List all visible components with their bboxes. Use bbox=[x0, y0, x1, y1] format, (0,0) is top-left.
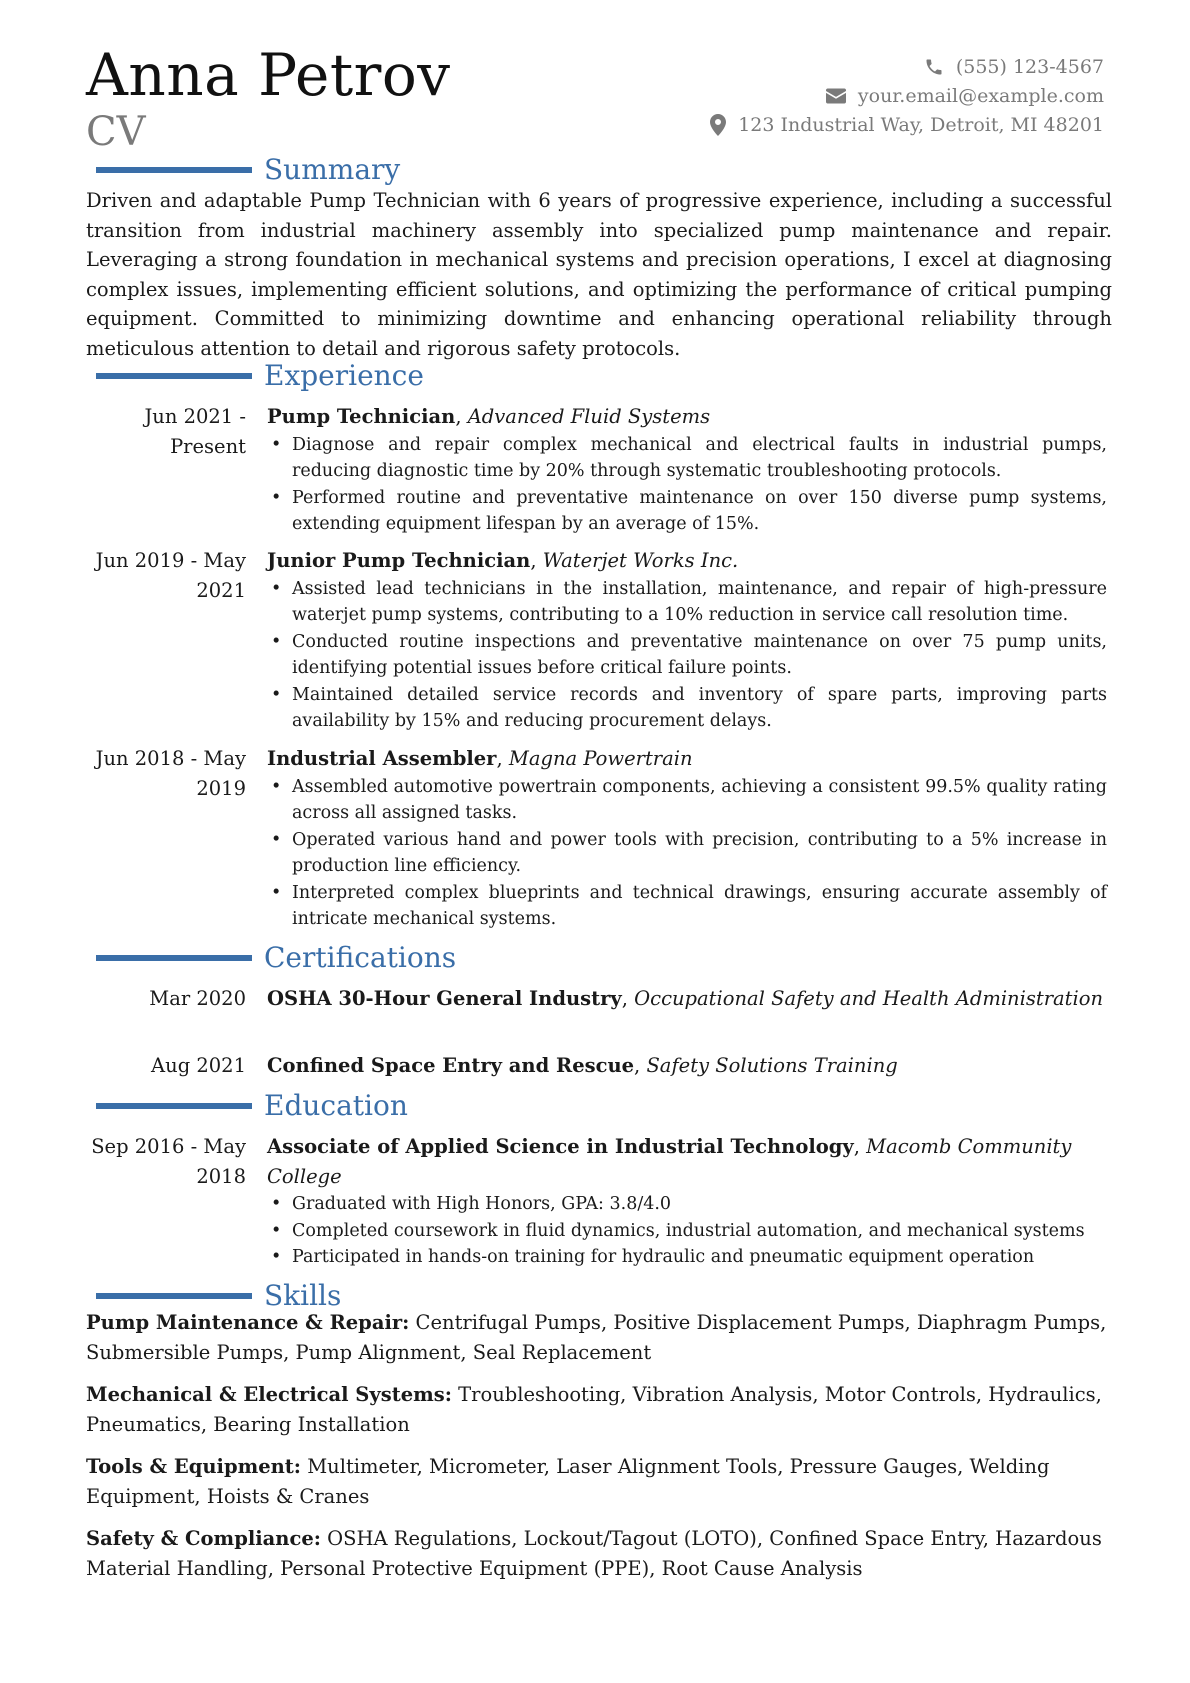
skill-items: Multimeter, Micrometer, Laser Alignment Tools, Pressure Gauges, Welding Equipment, Hoists & Cranes bbox=[86, 1455, 1050, 1508]
skill-label: Tools & Equipment: bbox=[86, 1455, 301, 1478]
skill-items: Troubleshooting, Vibration Analysis, Motor Controls, Hydraulics, Pneumatics, Bearing Installation bbox=[86, 1383, 1102, 1436]
issuer: Occupational Safety and Health Administration bbox=[634, 987, 1104, 1010]
entry-content bbox=[267, 744, 1107, 933]
entry-content bbox=[267, 1132, 1107, 1271]
section-accent-bar bbox=[96, 955, 252, 961]
section-accent-bar bbox=[96, 167, 252, 173]
document-subtitle: CV bbox=[86, 109, 146, 155]
entry-heading: Confined Space Entry and Rescue, Safety Solutions Training bbox=[267, 1054, 898, 1077]
phone-icon bbox=[924, 57, 944, 77]
entry-heading: OSHA 30-Hour General Industry, Occupational Safety and Health Administration bbox=[267, 987, 1104, 1010]
list-item: • Operated various hand and power tools with precision, contributing to a 5% increase in production line efficiency. bbox=[267, 827, 1107, 880]
employer: Waterjet Works Inc. bbox=[542, 549, 739, 572]
street-address: 123 Industrial Way, Detroit, MI 48201 bbox=[738, 113, 1104, 136]
employer: Magna Powertrain bbox=[508, 747, 693, 770]
entry-heading: Associate of Applied Science in Industrial Technology, Macomb Community College bbox=[267, 1135, 1072, 1188]
section-heading-certifications bbox=[96, 942, 456, 974]
entry-date: Jun 2019 - May 2021 bbox=[95, 549, 246, 602]
summary-paragraph: Driven and adaptable Pump Technician with 6 years of progressive experience, including a successful transition from industrial machinery assembly into specialized pump maintenance and repair. Leveraging a strong foundation in mechanical systems and precision operations, I excel at diagnosing complex issues, implementing efficient solutions, and optimizing the performance of critical pumping equipment. Committed to minimizing downtime and enhancing operational reliability through meticulous attention to detail and rigorous safety protocols. bbox=[86, 189, 1112, 360]
list-item: • Participated in hands-on training for hydraulic and pneumatic equipment operation bbox=[267, 1244, 1107, 1271]
entry-content bbox=[267, 984, 1107, 1014]
section-title: Certifications bbox=[264, 941, 457, 974]
person-name: Anna Petrov bbox=[86, 41, 451, 109]
entry-date: Jun 2018 - May 2019 bbox=[95, 747, 246, 800]
list-item: • Conducted routine inspections and preventative maintenance on over 75 pump units, identifying potential issues before critical failure points. bbox=[267, 629, 1107, 682]
section-title: Skills bbox=[264, 1279, 342, 1312]
skill-group bbox=[86, 1524, 1112, 1583]
entry-heading: Industrial Assembler, Magna Powertrain bbox=[267, 747, 693, 770]
section-title: Education bbox=[264, 1089, 408, 1122]
entry-date: Jun 2021 - Present bbox=[144, 405, 246, 458]
certification-title: OSHA 30-Hour General Industry bbox=[267, 987, 622, 1010]
skill-group bbox=[86, 1380, 1112, 1439]
contact-address-row bbox=[710, 110, 1104, 139]
skill-label: Mechanical & Electrical Systems: bbox=[86, 1383, 452, 1406]
contact-phone-row bbox=[710, 52, 1104, 81]
contact-block bbox=[710, 52, 1104, 139]
list-item: • Performed routine and preventative maintenance on over 150 diverse pump systems, extending equipment lifespan by an average of 15%. bbox=[267, 485, 1107, 538]
entry-date: Mar 2020 bbox=[149, 987, 246, 1010]
degree-title: Associate of Applied Science in Industrial Technology bbox=[267, 1135, 854, 1158]
email-address[interactable]: your.email@example.com bbox=[857, 84, 1104, 107]
list-item: • Completed coursework in fluid dynamics, industrial automation, and mechanical systems bbox=[267, 1218, 1107, 1245]
entry-heading: Junior Pump Technician, Waterjet Works Inc. bbox=[267, 549, 739, 572]
certification-title: Confined Space Entry and Rescue bbox=[267, 1054, 635, 1077]
map-marker-icon bbox=[710, 114, 726, 136]
employer: Advanced Fluid Systems bbox=[467, 405, 711, 428]
job-title: Junior Pump Technician bbox=[267, 549, 531, 572]
skill-items: OSHA Regulations, Lockout/Tagout (LOTO), Confined Space Entry, Hazardous Material Handling, Personal Protective Equipment (PPE), Root Cause Analysis bbox=[86, 1527, 1102, 1580]
list-item: • Diagnose and repair complex mechanical and electrical faults in industrial pumps, reducing diagnostic time by 20% through systematic troubleshooting protocols. bbox=[267, 432, 1107, 485]
issuer: Safety Solutions Training bbox=[646, 1054, 898, 1077]
bullet-list bbox=[267, 774, 1107, 933]
bullet-list bbox=[267, 1191, 1107, 1271]
list-item: • Maintained detailed service records and inventory of spare parts, improving parts availability by 15% and reducing procurement delays. bbox=[267, 682, 1107, 735]
bullet-list bbox=[267, 576, 1107, 735]
entry-content bbox=[267, 402, 1107, 538]
contact-email-row bbox=[710, 81, 1104, 110]
section-title: Summary bbox=[264, 153, 401, 186]
skill-label: Pump Maintenance & Repair: bbox=[86, 1311, 410, 1334]
section-heading-summary bbox=[96, 154, 400, 186]
entry-date: Aug 2021 bbox=[151, 1054, 246, 1077]
phone-number: (555) 123-4567 bbox=[955, 55, 1104, 78]
institution: Macomb Community College bbox=[267, 1135, 1072, 1188]
skill-label: Safety & Compliance: bbox=[86, 1527, 321, 1550]
entry-date: Sep 2016 - May 2018 bbox=[91, 1135, 246, 1188]
bullet-list bbox=[267, 432, 1107, 538]
section-heading-education bbox=[96, 1090, 408, 1122]
entry-content bbox=[267, 546, 1107, 735]
entry-content bbox=[267, 1051, 1107, 1081]
section-title: Experience bbox=[264, 359, 424, 392]
entry-heading: Pump Technician, Advanced Fluid Systems bbox=[267, 405, 711, 428]
skill-items: Centrifugal Pumps, Positive Displacement Pumps, Diaphragm Pumps, Submersible Pumps, Pump Alignment, Seal Replacement bbox=[86, 1311, 1107, 1364]
job-title: Industrial Assembler bbox=[267, 747, 497, 770]
list-item: • Assembled automotive powertrain components, achieving a consistent 99.5% quality rating across all assigned tasks. bbox=[267, 774, 1107, 827]
section-accent-bar bbox=[96, 373, 252, 379]
list-item: • Assisted lead technicians in the installation, maintenance, and repair of high-pressure waterjet pump systems, contributing to a 10% reduction in service call resolution time. bbox=[267, 576, 1107, 629]
skill-group bbox=[86, 1308, 1112, 1367]
list-item: • Interpreted complex blueprints and technical drawings, ensuring accurate assembly of intricate mechanical systems. bbox=[267, 880, 1107, 933]
skill-group bbox=[86, 1452, 1112, 1511]
list-item: • Graduated with High Honors, GPA: 3.8/4.0 bbox=[267, 1191, 1107, 1218]
job-title: Pump Technician bbox=[267, 405, 456, 428]
section-accent-bar bbox=[96, 1103, 252, 1109]
section-heading-experience bbox=[96, 360, 424, 392]
section-accent-bar bbox=[96, 1293, 252, 1299]
envelope-icon bbox=[826, 88, 846, 104]
